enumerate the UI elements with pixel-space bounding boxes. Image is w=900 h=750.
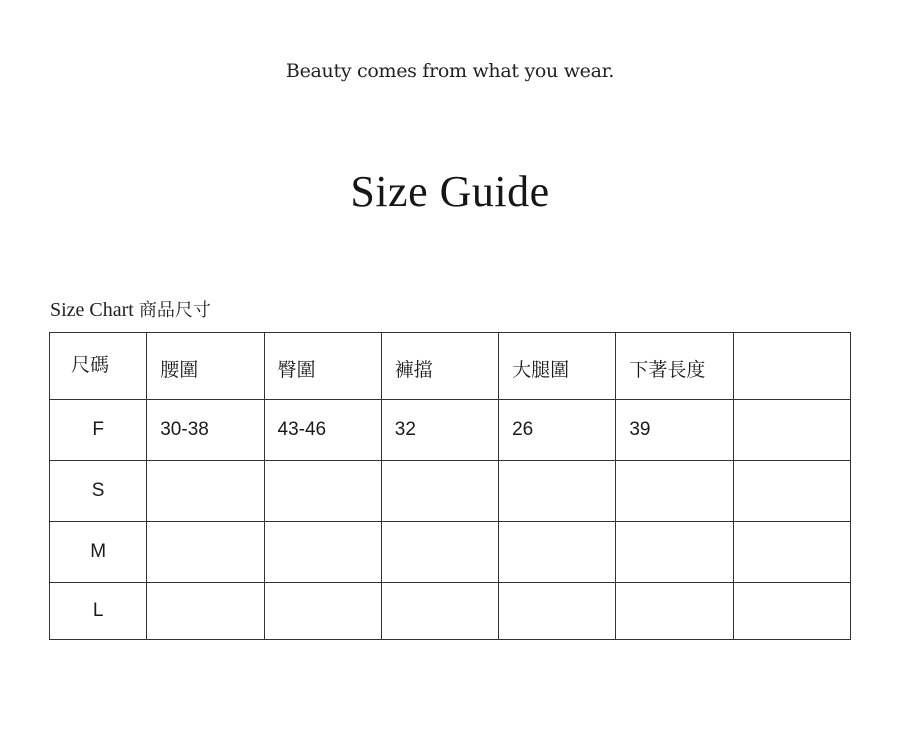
value-cell <box>147 461 264 522</box>
value-cell: 26 <box>499 400 616 461</box>
size-chart-label <box>50 296 211 322</box>
value-cell <box>381 522 498 583</box>
value-cell <box>147 583 264 640</box>
header-empty <box>733 333 850 400</box>
value-cell <box>264 461 381 522</box>
size-table <box>49 332 851 640</box>
table-row <box>50 400 851 461</box>
size-cell: F <box>50 400 147 461</box>
header-length: 下著長度 <box>616 333 733 400</box>
page-title: Size Guide <box>350 167 550 216</box>
header-hip: 臀圍 <box>264 333 381 400</box>
value-cell <box>616 522 733 583</box>
value-cell <box>733 522 850 583</box>
table-row <box>50 583 851 640</box>
header-waist: 腰圍 <box>147 333 264 400</box>
value-cell <box>616 461 733 522</box>
value-cell: 43-46 <box>264 400 381 461</box>
value-cell <box>264 583 381 640</box>
value-cell: 30-38 <box>147 400 264 461</box>
size-chart-label-zh: 商品尺寸 <box>138 300 211 321</box>
size-cell: S <box>50 461 147 522</box>
value-cell <box>616 583 733 640</box>
value-cell <box>264 522 381 583</box>
table-row <box>50 522 851 583</box>
table-row <box>50 461 851 522</box>
table-header-row <box>50 333 851 400</box>
size-cell: L <box>50 583 147 640</box>
tagline: Beauty comes from what you wear. <box>285 60 615 82</box>
value-cell <box>499 461 616 522</box>
value-cell: 39 <box>616 400 733 461</box>
size-cell: M <box>50 522 147 583</box>
header-thigh: 大腿圍 <box>499 333 616 400</box>
header-size: 尺碼 <box>50 333 147 400</box>
value-cell <box>499 522 616 583</box>
size-chart-label-en: Size Chart <box>50 299 134 321</box>
value-cell <box>733 461 850 522</box>
value-cell <box>381 583 498 640</box>
value-cell <box>733 583 850 640</box>
header-crotch: 褲擋 <box>381 333 498 400</box>
value-cell: 32 <box>381 400 498 461</box>
value-cell <box>733 400 850 461</box>
value-cell <box>381 461 498 522</box>
value-cell <box>499 583 616 640</box>
value-cell <box>147 522 264 583</box>
